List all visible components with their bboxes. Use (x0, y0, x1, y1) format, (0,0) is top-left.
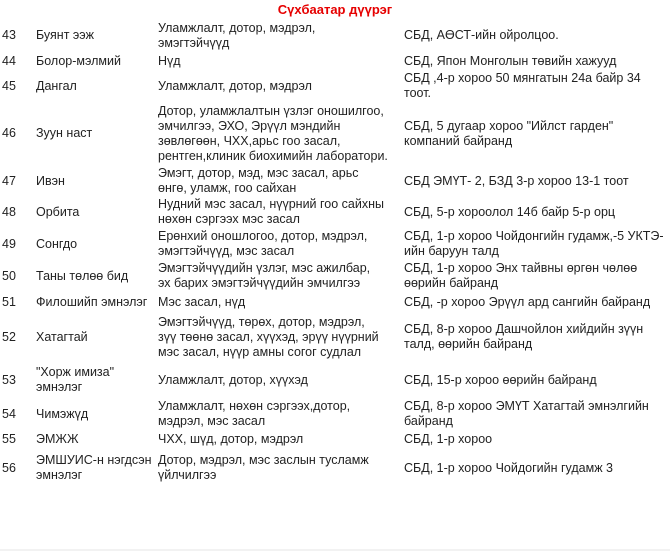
clinic-services: Эмэгт, дотор, мэд, мэс засал, арьс өнгө, уламж, гоо сайхан (158, 166, 359, 195)
table-row (0, 398, 670, 430)
clinic-name: Буянт ээж (36, 28, 95, 42)
row-number: 47 (2, 173, 16, 188)
clinic-name: "Хорж имиза" эмнэлэг (36, 365, 115, 394)
clinic-services: Уламжлалт, дотор, хүүхэд (158, 372, 308, 387)
row-number: 55 (2, 431, 16, 446)
table-row (0, 362, 670, 398)
table-row (0, 101, 670, 166)
clinic-address: СБД ЭМҮТ- 2, БЗД 3-р хороо 13-1 тоот (404, 173, 629, 188)
row-number: 50 (2, 268, 16, 283)
table-row (0, 448, 670, 488)
clinic-address: СБД, 1-р хороо Энх тайвны өргөн чөлөө өөрийн байранд (404, 261, 638, 290)
clinic-address: СБД, 1-р хороо Чойдогийн гудамж 3 (404, 460, 614, 475)
page-title: Сүхбаатар дүүрэг (277, 2, 393, 17)
row-number: 46 (2, 126, 16, 140)
clinic-services: Дотор, уламжлалтын үзлэг оношилгоо, эмчилгээ, ЭХО, Эрүүл мэндийн зөвлөгөөн, ЧХХ,арьс гоо засал, рентген,клиник биохимийн лаборатори. (158, 103, 388, 163)
row-number: 51 (2, 294, 16, 309)
row-number: 44 (2, 53, 16, 68)
table-row (0, 196, 670, 228)
clinic-services: ЧХХ, шүд, дотор, мэдрэл (158, 431, 304, 446)
row-number: 48 (2, 204, 16, 219)
clinic-table (0, 20, 670, 488)
clinic-name: ЭМШУИС-н нэгдсэн эмнэлэг (36, 453, 152, 482)
clinic-name: Филошийп эмнэлэг (36, 294, 148, 309)
clinic-address: СБД, 1-р хороо (404, 431, 493, 446)
clinic-services: Уламжлалт, нөхөн сэргээх,дотор, мэдрэл, мэс засал (158, 399, 351, 428)
clinic-name: Хатагтай (36, 329, 88, 344)
table-row (0, 20, 670, 51)
row-number: 54 (2, 406, 16, 421)
clinic-services: Нудний мэс засал, нүүрний гоо сайхны нөхөн сэргээх мэс засал (158, 197, 384, 226)
clinic-address: СБД, 5 дугаар хороо "Ийлст гарден" компаний байранд (404, 118, 614, 148)
clinic-address: СБД, АӨСТ-ийн ойролцоо. (404, 28, 559, 42)
clinic-name: Зуун наст (36, 126, 93, 140)
clinic-services: Дотор, мэдрэл, мэс заслын тусламж үйлчилгээ (158, 453, 369, 482)
clinic-services: Нүд (158, 53, 181, 68)
row-number: 52 (2, 329, 16, 344)
clinic-services: Эмэгтэйчүүд, төрөх, дотор, мэдрэл, зүү төөнө засал, хүүхэд, эрүү нүүрний мэс засал, нүүр амны согог судлал (158, 314, 379, 359)
clinic-address: СБД, 8-р хороо ЭМҮТ Хатагтай эмнэлгийн байранд (404, 399, 649, 428)
clinic-services: Уламжлалт, дотор, мэдрэл, эмэгтэйчүүд (158, 20, 316, 50)
table-row (0, 292, 670, 312)
row-number: 45 (2, 78, 16, 93)
clinic-name: Таны төлөө бид (36, 268, 129, 283)
row-number: 56 (2, 460, 16, 475)
table-row (0, 228, 670, 260)
row-number: 53 (2, 372, 16, 387)
clinic-name: Ивэн (36, 173, 65, 188)
clinic-address: СБД, 15-р хороо өөрийн байранд (404, 372, 597, 387)
table-row (0, 71, 670, 101)
clinic-name: Болор-мэлмий (36, 53, 121, 68)
clinic-services: Уламжлалт, дотор, мэдрэл (158, 78, 312, 93)
clinic-name: Чимэжүд (36, 406, 89, 421)
row-number: 49 (2, 236, 16, 251)
table-row (0, 51, 670, 71)
clinic-services: Ерөнхий оношлогоо, дотор, мэдрэл, эмэгтэйчүүд, мэс засал (158, 229, 368, 258)
clinic-name: Орбита (36, 204, 80, 219)
table-row (0, 166, 670, 196)
clinic-address: СБД ,4-р хороо 50 мянгатын 24а байр 34 тоот. (404, 71, 641, 100)
table-row (0, 312, 670, 362)
clinic-name: Сонгдо (36, 236, 78, 251)
clinic-address: СБД, 8-р хороо Дашчойлон хийдийн зүүн талд, өөрийн байранд (404, 322, 644, 351)
clinic-services: Мэс засал, нүд (158, 294, 246, 309)
table-row (0, 430, 670, 448)
clinic-name: Дангал (36, 78, 77, 93)
clinic-address: СБД, 5-р хороолол 14б байр 5-р орц (404, 204, 616, 219)
clinic-name: ЭМЖЖ (36, 431, 79, 446)
clinic-address: СБД, Япон Монголын төвийн хажууд (404, 53, 617, 68)
row-number: 43 (2, 28, 16, 42)
clinic-address: СБД, 1-р хороо Чойдонгийн гудамж,-5 УКТЭ- ийн баруун талд (404, 229, 664, 258)
clinic-services: Эмэгтэйчүүдийн үзлэг, мэс ажилбар, эх барих эмэгтэйчүүдийн эмчилгээ (158, 261, 371, 290)
clinic-address: СБД, -р хороо Эрүүл ард сангийн байранд (404, 294, 651, 309)
table-row (0, 260, 670, 292)
